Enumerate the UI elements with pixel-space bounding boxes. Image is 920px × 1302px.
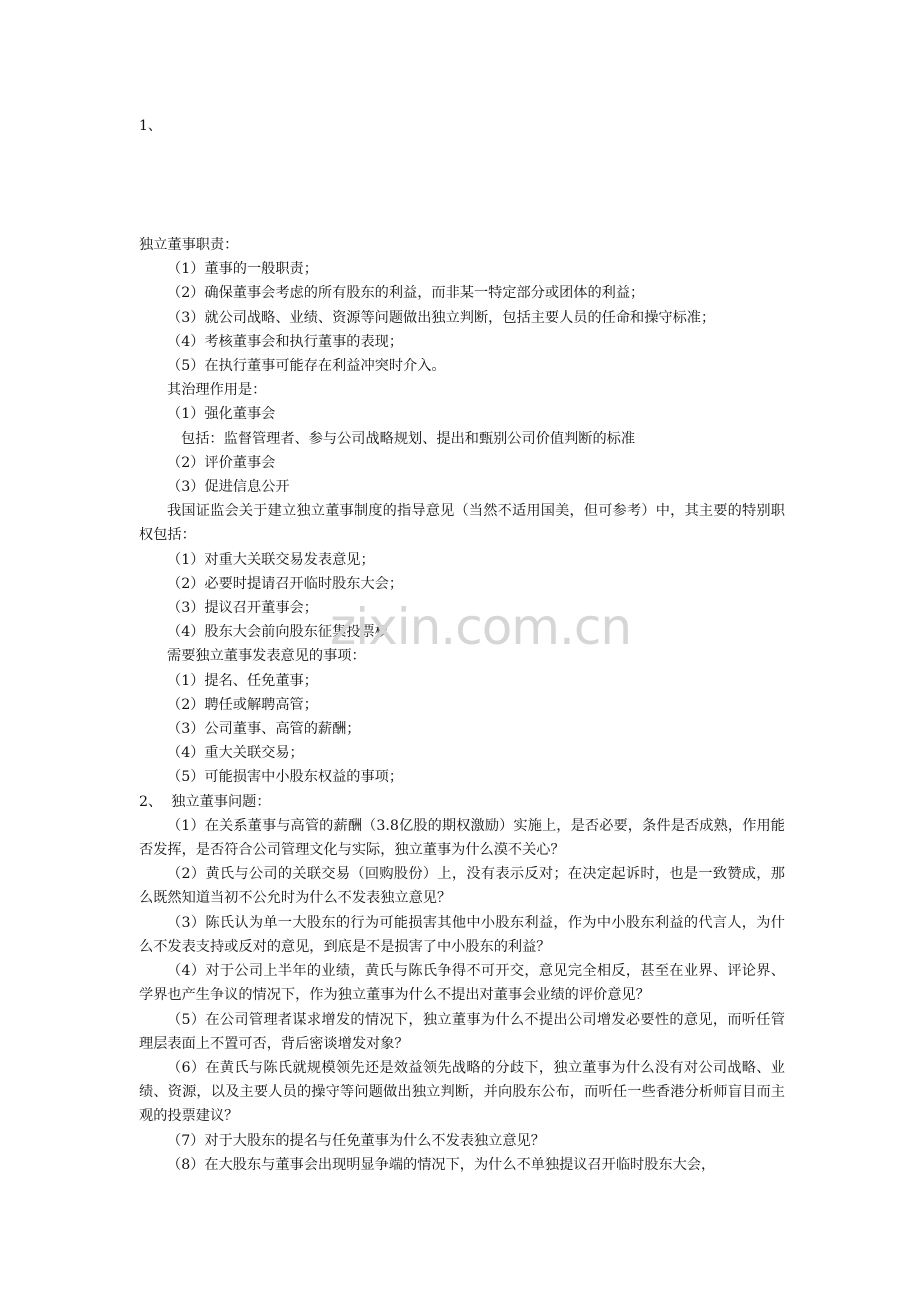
opinion-item: （4）重大关联交易； bbox=[167, 745, 304, 762]
issue-paragraph: （6）在黄氏与陈氏就规模领先还是效益领先战略的分歧下，独立董事为什么没有对公司战略、业绩、资源，以及主要人员的操守等问题做出独立判断，并向股东公布，而听任一些香港分析师盲目而主观的投票建议？ bbox=[139, 1059, 785, 1125]
csrc-item: （3）提议召开董事会； bbox=[167, 600, 318, 617]
csrc-item: （2）必要时提请召开临时股东大会； bbox=[167, 575, 404, 592]
watermark: zixin.com.cn bbox=[330, 598, 632, 656]
section-number: 1、 bbox=[139, 118, 162, 134]
csrc-item: （1）对重大关联交易发表意见； bbox=[167, 551, 375, 568]
issue-paragraph: （3）陈氏认为单一大股东的行为可能损害其他中小股东利益，作为中小股东利益的代言人，为什么不发表支持或反对的意见，到底是不是损害了中小股东的利益？ bbox=[139, 914, 785, 955]
opinion-item: （3）公司董事、高管的薪酬； bbox=[167, 721, 361, 738]
duty-item: （1）董事的一般职责； bbox=[167, 261, 318, 278]
issue-paragraph: （4）对于公司上半年的业绩，黄氏与陈氏争得不可开交，意见完全相反，甚至在业界、评论界、学界也产生争议的情况下，作为独立董事为什么不提出对董事会业绩的评价意见？ bbox=[139, 963, 785, 1004]
issue-paragraph: （1）在关系董事与高管的薪酬（3.8亿股的期权激励）实施上，是否必要，条件是否成熟，作用能否发挥，是否符合公司管理文化与实际，独立董事为什么漠不关心？ bbox=[139, 817, 785, 859]
issue-paragraph: （2）黄氏与公司的关联交易（回购股份）上，没有表示反对；在决定起诉时，也是一致赞成，那么既然知道当初不公允时为什么不发表独立意见？ bbox=[139, 866, 785, 907]
issue-paragraph: （8）在大股东与董事会出现明显争端的情况下，为什么不单独提议召开临时股东大会， bbox=[167, 1156, 716, 1173]
document-body bbox=[139, 233, 785, 1177]
opinion-item: （2）聘任或解聘高管； bbox=[167, 696, 318, 713]
duty-item: （5）在执行董事可能存在利益冲突时介入。 bbox=[167, 358, 446, 375]
opinion-matters-title: 需要独立董事发表意见的事项： bbox=[167, 648, 366, 665]
csrc-intro-paragraph: 我国证监会关于建立独立董事制度的指导意见（当然不适用国美，但可参考）中，其主要的特别职权包括： bbox=[139, 503, 785, 544]
governance-item: （1）强化董事会 bbox=[167, 406, 276, 423]
csrc-item: （4）股东大会前向股东征集投票权 bbox=[167, 624, 389, 641]
duty-item: （2）确保董事会考虑的所有股东的利益，而非某一特定部分或团体的利益； bbox=[167, 285, 645, 302]
duties-title: 独立董事职责： bbox=[139, 237, 239, 253]
opinion-item: （1）提名、任免董事； bbox=[167, 672, 318, 689]
duty-item: （4）考核董事会和执行董事的表现； bbox=[167, 333, 404, 350]
governance-item: （3）促进信息公开 bbox=[167, 479, 290, 496]
issue-paragraph: （5）在公司管理者谋求增发的情况下，独立董事为什么不提出公司增发必要性的意见，而听任管理层表面上不置可否，背后密谈增发对象？ bbox=[139, 1011, 785, 1052]
issues-title: 2、 独立董事问题： bbox=[139, 793, 271, 810]
duty-item: （3）就公司战略、业绩、资源等问题做出独立判断，包括主要人员的任命和操守标准； bbox=[167, 309, 716, 326]
opinion-item: （5）可能损害中小股东权益的事项； bbox=[167, 769, 404, 786]
governance-item: （2）评价董事会 bbox=[167, 454, 276, 471]
governance-item-detail: 包括：监督管理者、参与公司战略规划、提出和甄别公司价值判断的标准 bbox=[181, 430, 636, 447]
governance-title: 其治理作用是： bbox=[167, 382, 267, 399]
issue-paragraph: （7）对于大股东的提名与任免董事为什么不发表独立意见？ bbox=[167, 1132, 545, 1149]
